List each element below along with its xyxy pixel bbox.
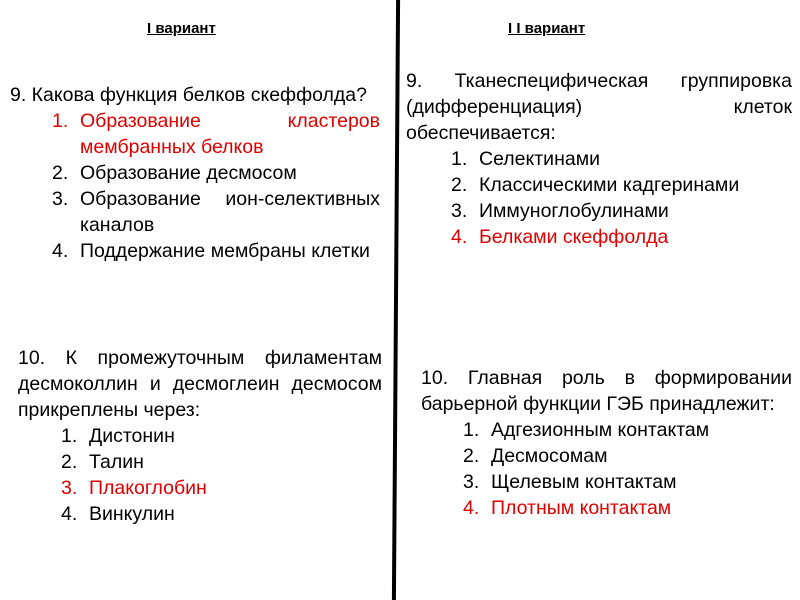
variant-1-question-10 (18, 345, 382, 527)
answer-option: 1. Дистонин (61, 425, 175, 447)
variant-1-title: I вариант (147, 20, 216, 37)
answer-option: 4. Плотным контактам (463, 497, 672, 519)
variant-1-question-9 (10, 82, 380, 264)
answer-option: 4. Белками скеффолда (451, 226, 669, 248)
answer-option: 3. Щелевым контактам (463, 471, 677, 493)
answer-option: 2. Талин (61, 451, 144, 473)
answer-list (421, 417, 792, 521)
question-text: 9. Тканеспецифическая группировка (дифференциация) клеток обеспечивается: (406, 70, 792, 144)
answer-option: 2. Образование десмосом (52, 162, 297, 184)
answer-option: 1. Селектинами (451, 148, 600, 170)
question-text: 10. Главная роль в формировании барьерной функции ГЭБ принадлежит: (421, 367, 792, 415)
answer-option: 3. Иммуноглобулинами (451, 200, 669, 222)
answer-option: 3. Образование ион-селективных каналов (52, 188, 380, 236)
variant-2-question-9 (406, 68, 792, 250)
answer-option: 1. Адгезионным контактам (463, 419, 710, 441)
question-text: 9. Какова функция белков скеффолда? (10, 84, 367, 106)
question-text: 10. К промежуточным филаментам десмоколлин и десмоглеин десмосом прикреплены через: (18, 347, 382, 421)
answer-list (18, 423, 382, 527)
answer-option: 3. Плакоглобин (61, 477, 207, 499)
answer-option: 4. Винкулин (61, 503, 175, 525)
answer-option: 4. Поддержание мембраны клетки (52, 240, 370, 262)
answer-list (10, 108, 380, 264)
answer-option: 2. Десмосомам (463, 445, 608, 467)
answer-list (406, 146, 792, 250)
variant-2-title: I I вариант (508, 20, 586, 37)
variant-2-question-10 (421, 365, 792, 521)
answer-option: 2. Классическими кадгеринами (451, 174, 740, 196)
column-divider (392, 0, 400, 600)
answer-option: 1. Образование кластеров мембранных белков (52, 110, 380, 158)
